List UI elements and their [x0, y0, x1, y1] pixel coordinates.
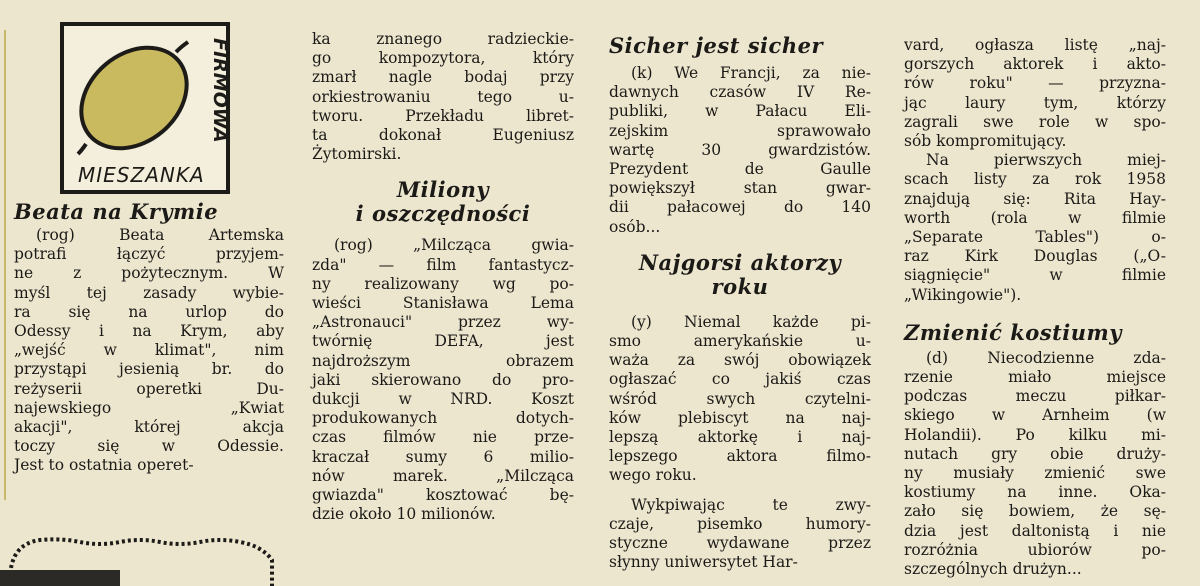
column-4	[904, 0, 1166, 579]
text-line: dzia jest daltonistą i nie	[904, 521, 1166, 540]
text-line: zało się bowiem, że sę-	[904, 502, 1166, 521]
text-line: ków plebiscyt na naj-	[609, 408, 871, 427]
text-line: akacji", której akcja	[14, 418, 284, 437]
left-margin-rule	[4, 30, 6, 500]
article-continuation	[312, 30, 574, 164]
text-line: (rog) „Milcząca gwia-	[334, 236, 574, 255]
text-line: produkowanych dotych-	[312, 409, 574, 428]
text-line: (d) Niecodzienne zda-	[926, 348, 1166, 367]
text-line: Żytomirski.	[312, 145, 402, 164]
text-line: wśród swych czytelni-	[609, 389, 871, 408]
text-line: vard, ogłasza listę „naj-	[904, 36, 1166, 54]
text-line: styczne wydawane przez	[609, 534, 871, 553]
text-line: publiki, w Pałacu Eli-	[609, 102, 871, 121]
text-line: sób kompromitujący.	[904, 132, 1067, 151]
text-line: lepszą aktorkę i naj-	[609, 428, 871, 447]
text-line: czas filmów nie prze-	[312, 428, 574, 447]
text-line: waża za swój obowiązek	[609, 351, 871, 370]
text-line: ogłaszać co jakiś czas	[609, 370, 871, 389]
text-line: ra się na urlop do	[14, 302, 284, 321]
text-line: rozróżnia ubiorów po-	[904, 540, 1166, 559]
text-line: Na pierwszych miej-	[926, 151, 1166, 170]
text-line: worth (rola w filmie	[904, 208, 1166, 227]
text-line: wieści Stanisława Lema	[312, 294, 574, 313]
column-2	[312, 0, 574, 524]
text-line: „Astronauci" przez wy-	[312, 313, 574, 332]
text-line: zmarł nagle bodaj przy	[312, 68, 574, 87]
text-line: dzie około 10 milionów.	[312, 505, 496, 524]
text-line: czaje, pisemko humory-	[609, 514, 871, 533]
text-line: Holandii). Po kilku mi-	[904, 425, 1166, 444]
text-line: szczególnych drużyn...	[904, 560, 1082, 579]
text-line: najdroższym obrazem	[312, 351, 574, 370]
article-body-najgorsi-cont	[609, 496, 871, 573]
article-body-najgorsi-cont2	[904, 36, 1166, 151]
article-heading-sicher: Sicher jest sicher	[609, 33, 824, 58]
text-line: osób...	[609, 217, 661, 236]
article-body-kostiumy	[904, 349, 1166, 579]
text-line: (rog) Beata Artemska	[36, 226, 284, 244]
text-line: zejskim sprawowało	[609, 121, 871, 140]
article-heading-najgorsi-2: roku	[711, 273, 769, 299]
text-line: reżyserii operetki Du-	[14, 379, 284, 398]
article-heading-miliony-1: Miliony	[396, 177, 490, 203]
text-line: dukcji w NRD. Koszt	[312, 390, 574, 409]
article-heading-najgorsi-1: Najgorsi aktorzy	[638, 249, 842, 275]
text-line: potrafi łączyć przyjem-	[14, 245, 284, 264]
text-line: (k) We Francji, za nie-	[631, 64, 871, 82]
text-line: gwiazda" kosztować bę-	[312, 486, 574, 505]
article-heading-beata: Beata na Krymie	[14, 199, 219, 224]
text-line: powiększył stan gwar-	[609, 179, 871, 198]
text-line: ny musiały zmienić swe	[904, 464, 1166, 483]
column-1	[14, 0, 284, 476]
text-line: podczas meczu piłkar-	[904, 387, 1166, 406]
article-body-najgorsi	[609, 313, 871, 486]
article-body-miliony	[312, 236, 574, 524]
text-line: zda" — film fantastycz-	[312, 255, 574, 274]
text-line: Wykpiwając te zwy-	[631, 495, 871, 514]
text-line: wartę 30 gwardzistów.	[609, 140, 871, 159]
text-line: najewskiego „Kwiat	[14, 398, 284, 417]
text-line: słynny uniwersytet Har-	[609, 553, 798, 572]
text-line: lepszego aktora filmo-	[609, 447, 871, 466]
text-line: wego roku.	[609, 466, 697, 485]
text-line: toczy się w Odessie.	[14, 437, 284, 456]
text-line: twórnię DEFA, jest	[312, 332, 574, 351]
photo-edge	[0, 570, 120, 586]
text-line: znajdują się: Rita Hay-	[904, 189, 1166, 208]
text-line: dawnych czasów IV Re-	[609, 83, 871, 102]
text-line: myśl tej zasady wybie-	[14, 283, 284, 302]
text-line: (y) Niemal każde pi-	[631, 312, 871, 331]
article-heading-kostiumy: Zmienić kostiumy	[904, 319, 1122, 345]
text-line: kraczał sumy 6 milio-	[312, 447, 574, 466]
text-line: gorszych aktorek i akto-	[904, 55, 1166, 74]
text-line: raz Kirk Douglas („O-	[904, 247, 1166, 266]
text-line: ka znanego radzieckie-	[312, 30, 574, 48]
text-line: skiego w Arnheim (w	[904, 406, 1166, 425]
text-line: nutach gry obie druży-	[904, 444, 1166, 463]
article-body-sicher	[609, 64, 871, 237]
text-line: rzenie miało miejsce	[904, 368, 1166, 387]
text-line: ny realizowany wg po-	[312, 274, 574, 293]
text-line: go kompozytora, który	[312, 49, 574, 68]
logo-vertical-label: FIRMOWA	[209, 38, 231, 143]
text-line: „Wikingowie").	[904, 285, 1022, 304]
text-line: jąc laury tym, którzy	[904, 93, 1166, 112]
text-line: ne z pożytecznym. W	[14, 264, 284, 283]
column-3	[609, 0, 871, 572]
text-line: smo amerykańskie u-	[609, 332, 871, 351]
text-line: kostiumy na inne. Oka-	[904, 483, 1166, 502]
text-line: ta dokonał Eugeniusz	[312, 126, 574, 145]
text-line: zagrali swe role w spo-	[904, 112, 1166, 131]
text-line: Jest to ostatnia operet-	[14, 456, 194, 475]
text-line: „wejść w klimat", nim	[14, 341, 284, 360]
text-line: orkiestrowaniu tego u-	[312, 87, 574, 106]
text-line: „Separate Tables") o-	[904, 228, 1166, 247]
text-line: dii pałacowej do 140	[609, 198, 871, 217]
text-line: Odessy i na Krym, aby	[14, 322, 284, 341]
article-heading-miliony-2: i oszczędności	[355, 201, 531, 227]
logo-bottom-label: MIESZANKA	[78, 163, 205, 187]
text-line: tworu. Przekładu libret-	[312, 106, 574, 125]
text-line: jaki skierowano do pro-	[312, 370, 574, 389]
article-body-najgorsi-list	[904, 151, 1166, 305]
text-line: Prezydent de Gaulle	[609, 160, 871, 179]
text-line: siągnięcie" w filmie	[904, 266, 1166, 285]
article-body-beata	[14, 226, 284, 476]
text-line: rów roku" — przyzna-	[904, 74, 1166, 93]
text-line: scach listy za rok 1958	[904, 170, 1166, 189]
text-line: nów marek. „Milcząca	[312, 466, 574, 485]
text-line: przystąpi jesienią br. do	[14, 360, 284, 379]
